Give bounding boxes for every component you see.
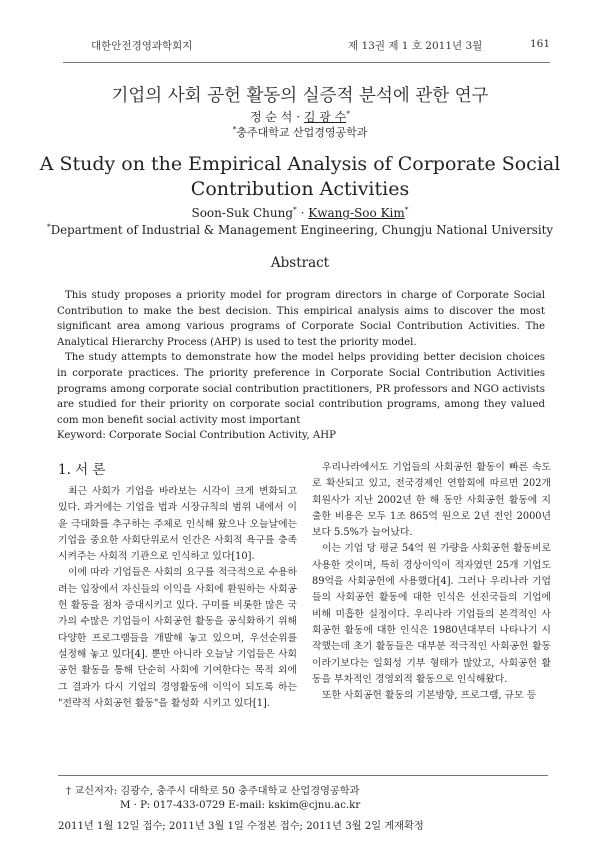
english-title-line-1: A Study on the Empirical Analysis of Corporate Social bbox=[39, 153, 561, 175]
right-paragraph-2: 이는 기업 당 평균 54억 원 가량을 사회공헌 활동비로 사용한 것이며, 특히 경상이익이 적자였던 25개 기업도 89억을 사회공헌에 사용했다[4]. 그러나 우리나라 기업들의 사회공헌 활동에 대한 인식은 선진국들의 기업에 비해 미흡한 실정이다. 우리나라 기업들의 본격적인 사회공헌 활동에 대한 인식은 1980년대부터 나타나기 시작했는데 초기 활동들은 대부분 적극적인 사회공헌 활동이라기보다는 일회성 기부 형태가 많았고, 사회공헌 활동을 부차적인 경영외적 활동으로 인식해왔다. bbox=[312, 543, 551, 685]
footnote-corresponding-author bbox=[66, 782, 359, 797]
abstract-body bbox=[57, 288, 545, 444]
affiliation-text: 충주대학교 산업경영공학과 bbox=[236, 126, 368, 139]
page-number: 161 bbox=[530, 38, 551, 50]
footnote-dates: 2011년 1월 12일 접수; 2011년 3월 1일 수정본 접수; 2011년 3월 2일 게재확정 bbox=[58, 821, 424, 832]
english-affiliation bbox=[0, 222, 600, 237]
affiliation-text-en: Department of Industrial & Management Engineering, Chungju National University bbox=[50, 222, 554, 237]
abstract-paragraph-2: The study attempts to demonstrate how the model helps providing better decision choices in corporate practices. The priority preference in Corporate Social Contribution Activities programs among corporate social contribution practitioners, PR professors and NGO activists are studied for their priority on corporate social contribution programs, among they valued com mon benefit social activity most important bbox=[57, 352, 545, 426]
running-header-issue: 제 13권 제 1 호 2011년 3월 bbox=[348, 40, 483, 52]
abstract-heading: Abstract bbox=[270, 255, 330, 271]
left-column bbox=[58, 484, 297, 712]
footnote-contact: M · P: 017-433-0729 E-mail: kskim@cjnu.ac.kr bbox=[120, 800, 361, 811]
english-title bbox=[0, 152, 600, 202]
author-2-kr: 김 광 수 bbox=[303, 110, 347, 124]
english-authors bbox=[0, 205, 600, 220]
korean-affiliation bbox=[0, 124, 600, 140]
right-paragraph-3: 또한 사회공헌 활동의 기본방향, 프로그램, 규모 등 bbox=[322, 690, 537, 702]
english-title-line-2: Contribution Activities bbox=[190, 178, 410, 200]
author-2-en: Kwang-Soo Kim bbox=[308, 206, 405, 220]
footnote-line-1: 교신저자: 김광수, 충주시 대학로 50 충주대학교 산업경영공학과 bbox=[74, 786, 360, 797]
section-heading: 1. 서 론 bbox=[58, 462, 106, 478]
running-header-journal: 대한안전경영과학회지 bbox=[91, 40, 193, 52]
korean-authors bbox=[0, 108, 600, 125]
author-mark: * bbox=[346, 109, 350, 118]
author-1-en: Soon-Suk Chung bbox=[191, 206, 294, 220]
dagger-marker: † bbox=[66, 786, 72, 797]
author-separator: · bbox=[292, 110, 304, 124]
right-column bbox=[312, 460, 551, 704]
author-1-mark: * bbox=[293, 205, 297, 214]
korean-title: 기업의 사회 공헌 활동의 실증적 분석에 관한 연구 bbox=[111, 86, 489, 106]
author-separator-en: · bbox=[296, 206, 309, 220]
keywords: Keyword: Corporate Social Contribution Activity, AHP bbox=[57, 430, 337, 442]
left-paragraph-2: 이에 따라 기업들은 사회의 요구를 적극적으로 수용하려는 입장에서 자신들의 이익을 사회에 환원하는 사회공헌 활동을 점차 증대시키고 있다. 구미를 비롯한 많은 국가의 수많은 기업들이 사회공헌 활동을 공식화하기 위해 다양한 프로그램들을 개발해 놓고 있으며, 우선순위를 설정해 놓고 있다[4]. 뿐만 아니라 오늘날 기업들은 사회공헌 활동을 통해 단순히 사회에 기여한다는 목적 외에 그 결과가 다시 기업의 경영활동에 이익이 되도록 하는 "전략적 사회공헌 활동"을 활성화 시키고 있다[1]. bbox=[58, 567, 297, 709]
author-2-mark: * bbox=[404, 205, 409, 214]
affiliation-mark: * bbox=[232, 124, 237, 134]
footnote-rule bbox=[58, 775, 548, 776]
right-paragraph-1: 우리나라에서도 기업들의 사회공헌 활동이 빠른 속도로 확산되고 있고, 전국경제인 연합회에 따르면 202개 회원사가 지난 2002년 한 해 동안 사회공헌 활동에 지출한 비용은 모두 1조 865억 원으로 2년 전인 2000년 보다 5.5%가 늘어났다. bbox=[312, 462, 551, 539]
author-1-kr: 정 순 석 bbox=[249, 110, 293, 124]
left-paragraph-1: 최근 사회가 기업을 바라보는 시각이 크게 변화되고 있다. 과거에는 기업을 법과 시장규칙의 범위 내에서 이윤 극대화를 추구하는 주체로 인식해 왔으나 오늘날에는 기업을 중요한 사회단위로서 인간은 사회적 욕구를 충족시켜주는 사회적 기관으로 인식하고 있다[10]. bbox=[58, 486, 297, 563]
affiliation-mark-en: * bbox=[46, 222, 51, 231]
abstract-paragraph-1: This study proposes a priority model for program directors in charge of Corporate Social Contribution to make the best decision. This empirical analysis aims to discover the most significant area among various programs of Corporate Social Contribution Activities. The Analytical Hierarchy Process (AHP) is used to test the priority model. bbox=[57, 290, 545, 348]
header-rule bbox=[63, 62, 550, 63]
